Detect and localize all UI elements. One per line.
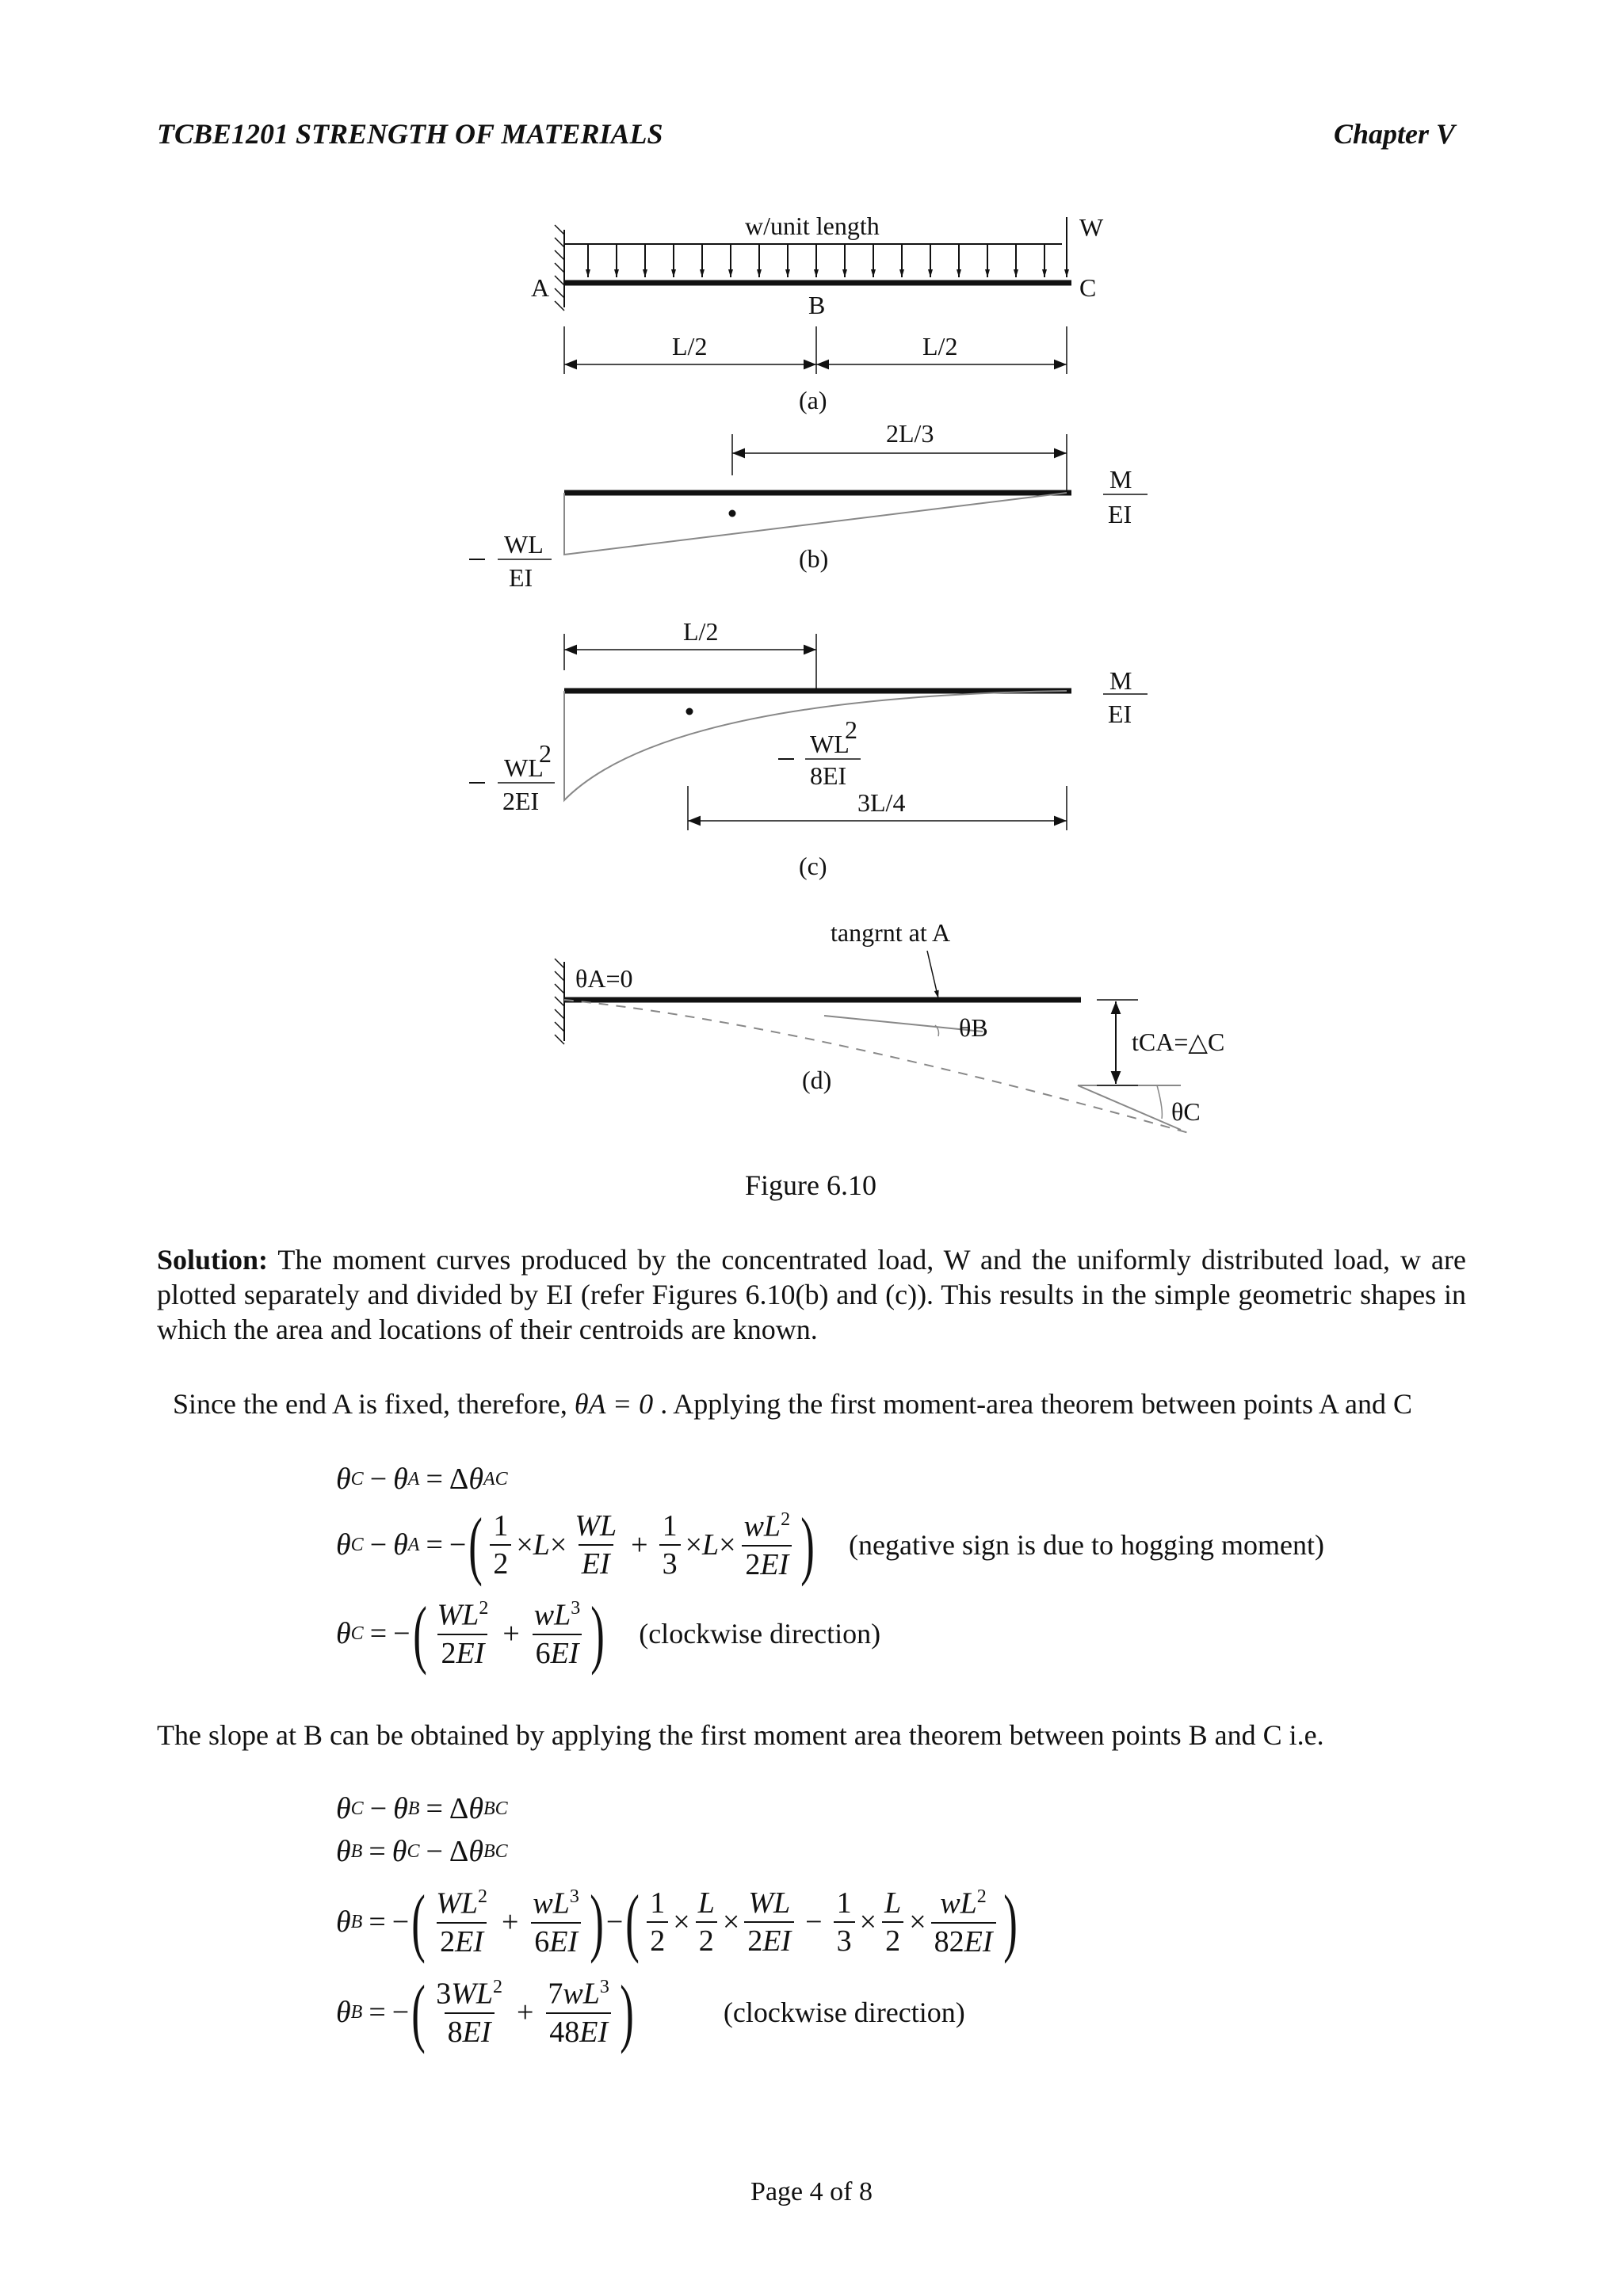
dim-bottom-c: 3L/4 — [857, 788, 906, 817]
equation-2: θ C − θ A = − ( $\frac{1}{2}$ × L × $\frac{WL}{EI}$ + $\frac{1}{3}$ × L × $\frac{wL^2}{2EI}$ ) (negative sign is due to hogging moment) — [336, 1502, 1324, 1587]
dim-right-a: L/2 — [922, 332, 958, 360]
fixed-suffix: . Applying the first moment-area theorem between points A and C — [660, 1388, 1412, 1420]
slope-b-text: The slope at B can be obtained by applying the first moment area theorem between points B and C i.e. — [157, 1719, 1324, 1751]
caption-c: (c) — [799, 852, 827, 880]
label-C: C — [1079, 273, 1097, 302]
note-clockwise-2: (clockwise direction) — [723, 1997, 965, 2028]
value-c-exp: 2 — [539, 739, 552, 768]
udl-arrows — [588, 244, 1044, 277]
equation-5: θ B = θ C − Δ θ BC — [336, 1835, 508, 1868]
theta-a-label: θA=0 — [575, 964, 633, 993]
axis-c-num: M — [1109, 666, 1132, 695]
equation-7: θ B = − ( $\frac{3WL^2}{8EI}$ + $\frac{7wL^3}{48EI}$ ) (clockwise direction) — [336, 1970, 965, 2054]
deflection-label: tCA=△C — [1132, 1028, 1225, 1056]
mid-c-num: WL — [810, 730, 850, 758]
value-b-num: WL — [504, 530, 544, 559]
equation-1: θ C − θ A = Δ θ AC — [336, 1463, 508, 1496]
note-hogging: (negative sign is due to hogging moment) — [849, 1529, 1324, 1561]
tangent-label: tangrnt at A — [831, 918, 951, 947]
theta-b-label: θB — [959, 1013, 988, 1042]
page-number: Page 4 of 8 — [750, 2177, 873, 2206]
mid-c-den: 8EI — [810, 761, 847, 790]
diagram-b — [469, 419, 1148, 592]
dim-top-c: L/2 — [683, 617, 719, 646]
course-title: TCBE1201 STRENGTH OF MATERIALS — [157, 118, 663, 150]
label-udl: w/unit length — [745, 212, 880, 240]
fixed-eq: θA = 0 — [574, 1388, 654, 1420]
label-W: W — [1079, 213, 1104, 242]
caption-a: (a) — [799, 386, 827, 414]
equation-3: θ C = − ( $\frac{WL^2}{2EI}$ + $\frac{wL^3}{6EI}$ ) (clockwise direction) — [336, 1591, 881, 1676]
dim-b: 2L/3 — [886, 419, 934, 448]
centroid-b — [729, 510, 736, 517]
equation-6: θ B = − ( $\frac{WL^2}{2EI}$ + $\frac{wL^3}{6EI}$ ) − ( $\frac{1}{2}$ × $\frac{L}{2}$ × $\frac{WL}{2EI}$ − $\frac{1}{3}$ × $\frac{L}{2}$ × $\frac{wL^2}{82EI}$ ) — [336, 1879, 1018, 1964]
note-clockwise-1: (clockwise direction) — [639, 1618, 881, 1650]
solution-text: The moment curves produced by the concentrated load, W and the uniformly distributed load, w are plotted separately and divided by EI (refer Figures 6.10(b) and (c)). This results in the simple geometric shapes in which the area and locations of their centroids are known. — [157, 1244, 1466, 1345]
figure-title: Figure 6.10 — [745, 1169, 876, 1201]
caption-d: (d) — [802, 1066, 832, 1094]
label-A: A — [531, 273, 550, 302]
deflected-shape — [564, 1000, 1189, 1133]
solution-label: Solution: — [157, 1244, 269, 1276]
fixed-end-line — [173, 1386, 1412, 1421]
dimension-a — [564, 326, 1067, 374]
label-B: B — [808, 291, 826, 319]
mid-c-exp: 2 — [845, 715, 857, 744]
solution-paragraph — [157, 1242, 1466, 1347]
diagram-c — [469, 617, 1148, 880]
wall-hatch-a — [555, 225, 564, 311]
dim-left-a: L/2 — [672, 332, 708, 360]
axis-c-den: EI — [1108, 700, 1132, 728]
centroid-c — [686, 708, 693, 715]
value-c-den: 2EI — [502, 787, 540, 815]
equation-4: θ C − θ B = Δ θ BC — [336, 1792, 508, 1825]
fixed-prefix: Since the end A is fixed, therefore, — [173, 1388, 567, 1420]
diagram-a — [531, 212, 1104, 414]
value-b-den: EI — [509, 563, 533, 592]
chapter-label: Chapter V — [1333, 118, 1455, 150]
value-c-num: WL — [504, 753, 544, 782]
theta-c-label: θC — [1171, 1097, 1201, 1126]
axis-b-num: M — [1109, 465, 1132, 494]
diagram-d — [555, 918, 1224, 1133]
caption-b: (b) — [799, 544, 829, 573]
axis-b-den: EI — [1108, 500, 1132, 528]
